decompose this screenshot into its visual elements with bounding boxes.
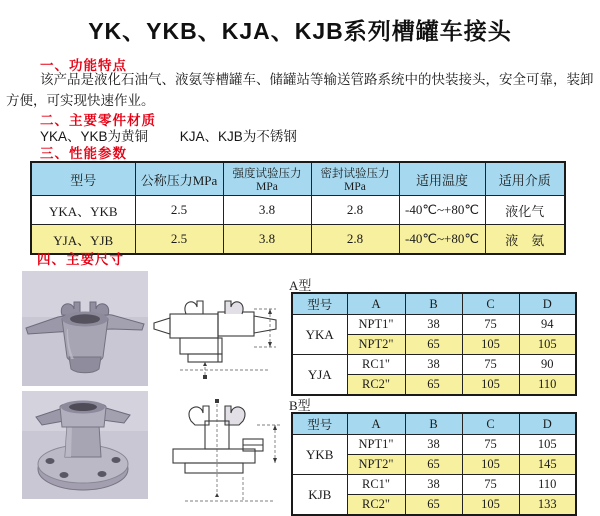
- cell-thread: NPT1": [347, 315, 405, 335]
- cell-seal-test: 2.8: [311, 196, 399, 225]
- cell-strength-test: 3.8: [223, 225, 311, 255]
- cell-thread: NPT1": [347, 435, 405, 455]
- col-header-a: A: [347, 293, 405, 315]
- cell-c: 105: [462, 455, 519, 475]
- cell-d: 90: [519, 355, 576, 375]
- cell-d: 105: [519, 335, 576, 355]
- cell-b: 65: [405, 455, 462, 475]
- col-header-b: B: [405, 293, 462, 315]
- cell-b: 65: [405, 375, 462, 396]
- col-header-model: 型号: [292, 413, 347, 435]
- performance-header-row: [31, 162, 565, 196]
- col-header-a: A: [347, 413, 405, 435]
- col-header-temperature: 适用温度: [399, 162, 485, 196]
- cell-b: 38: [405, 475, 462, 495]
- cell-c: 75: [462, 475, 519, 495]
- dimension-table-b-label: B型: [289, 398, 311, 413]
- cell-b: 38: [405, 315, 462, 335]
- cell-seal-test: 2.8: [311, 225, 399, 255]
- col-header-nominal-pressure: 公称压力MPa: [135, 162, 223, 196]
- coupling-photo-flanged-type: [22, 391, 148, 499]
- section-heading-dimensions: 四、主要尺寸: [37, 252, 124, 267]
- cell-b: 38: [405, 435, 462, 455]
- cell-thread: RC1": [347, 355, 405, 375]
- col-header-seal-test: 密封试验压力MPa: [311, 162, 399, 196]
- cell-thread: NPT2": [347, 455, 405, 475]
- coupling-photo-wing-type: [22, 271, 148, 386]
- col-header-c: C: [462, 413, 519, 435]
- dimension-header-row: [292, 293, 576, 315]
- cell-d: 110: [519, 375, 576, 396]
- col-header-model: 型号: [31, 162, 135, 196]
- cell-strength-test: 3.8: [223, 196, 311, 225]
- cell-c: 75: [462, 355, 519, 375]
- performance-table: [30, 161, 566, 255]
- table-row: [31, 196, 565, 225]
- cell-d: 105: [519, 435, 576, 455]
- cell-model: YKB: [292, 435, 347, 475]
- cell-c: 105: [462, 375, 519, 396]
- cell-c: 105: [462, 335, 519, 355]
- section-heading-materials: 二、主要零件材质: [40, 113, 156, 128]
- cell-nominal-pressure: 2.5: [135, 196, 223, 225]
- cutaway-drawing-a-type: [150, 273, 285, 387]
- cell-medium: 液 氨: [485, 225, 565, 255]
- cell-d: 110: [519, 475, 576, 495]
- dimension-table-a-label: A型: [289, 278, 312, 293]
- cell-nominal-pressure: 2.5: [135, 225, 223, 255]
- table-row: [292, 315, 576, 335]
- cell-c: 75: [462, 435, 519, 455]
- cell-d: 94: [519, 315, 576, 335]
- col-header-strength-test: 强度试验压力MPa: [223, 162, 311, 196]
- page-title: YK、YKB、KJA、KJB系列槽罐车接头: [88, 18, 512, 44]
- table-row: [292, 355, 576, 375]
- cell-temperature: -40℃~+80℃: [399, 196, 485, 225]
- cell-thread: RC1": [347, 475, 405, 495]
- cell-b: 38: [405, 355, 462, 375]
- materials-brass: YKA、YKB为黄铜: [40, 129, 149, 144]
- cutaway-drawing-b-type: [157, 397, 287, 509]
- section-heading-performance: 三、性能参数: [40, 146, 127, 161]
- cell-model: YKA、YKB: [31, 196, 135, 225]
- dimension-table-b: [291, 412, 577, 516]
- cell-c: 105: [462, 495, 519, 516]
- cell-model: YKA: [292, 315, 347, 355]
- cell-thread: RC2": [347, 495, 405, 516]
- cell-thread: RC2": [347, 375, 405, 396]
- cell-temperature: -40℃~+80℃: [399, 225, 485, 255]
- col-header-medium: 适用介质: [485, 162, 565, 196]
- table-row: [292, 475, 576, 495]
- cell-d: 145: [519, 455, 576, 475]
- cell-model: KJB: [292, 475, 347, 516]
- col-header-d: D: [519, 413, 576, 435]
- cell-thread: NPT2": [347, 335, 405, 355]
- col-header-model: 型号: [292, 293, 347, 315]
- cell-c: 75: [462, 315, 519, 335]
- section-heading-features: 一、功能特点: [40, 58, 127, 73]
- dimension-header-row: [292, 413, 576, 435]
- dimension-table-a: [291, 292, 577, 396]
- feature-description: 该产品是液化石油气、液氨等槽罐车、储罐站等输送管路系统中的快装接头，安全可靠，装卸方便，可实现快速作业。: [6, 72, 594, 108]
- cell-b: 65: [405, 495, 462, 516]
- cell-b: 65: [405, 335, 462, 355]
- col-header-d: D: [519, 293, 576, 315]
- cell-model: YJA: [292, 355, 347, 396]
- cell-d: 133: [519, 495, 576, 516]
- cell-medium: 液化气: [485, 196, 565, 225]
- cell-model: YJA、YJB: [31, 225, 135, 255]
- col-header-c: C: [462, 293, 519, 315]
- col-header-b: B: [405, 413, 462, 435]
- materials-stainless: KJA、KJB为不锈钢: [179, 129, 297, 144]
- table-row: [292, 435, 576, 455]
